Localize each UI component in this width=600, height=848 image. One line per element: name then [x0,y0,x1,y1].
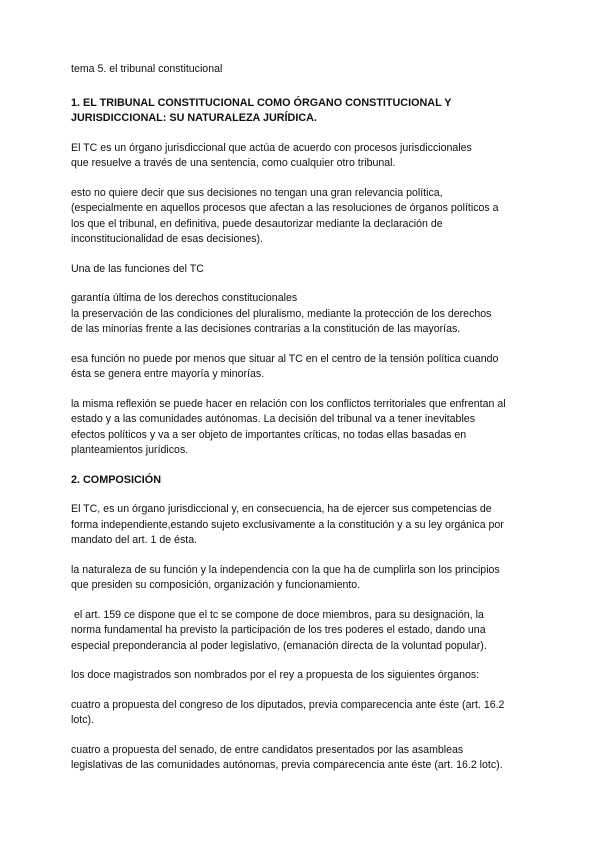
section-1-paragraph-1: El TC es un órgano jurisdiccional que actúa de acuerdo con procesos jurisdiccionales que resuelve a través de una sentencia, como cualquier otro tribunal. [71,141,472,169]
section-1-paragraph-4: garantía última de los derechos constitucionales la preservación de las condiciones del pluralismo, mediante la protección de los derechos de las minorías frente a las decisiones contrarias a la constitución de las mayorías. [71,292,492,335]
document-title: tema 5. el tribunal constitucional [71,63,223,75]
section-1-paragraph-6: la misma reflexión se puede hacer en relación con los conflictos territoriales que enfrentan al estado y a las comunidades autónomas. La decisión del tribunal va a tener inevitables efectos políticos y va a ser objeto de importantes críticas, no todas ellas basadas en planteamientos jurídicos. [71,397,506,456]
section-1-paragraph-3: Una de las funciones del TC [71,262,204,275]
section-2-paragraph-1: El TC, es un órgano jurisdiccional y, en consecuencia, ha de ejercer sus competencias de forma independiente,estando sujeto exclusivamente a la constitución y a su ley orgánica por mandato del art. 1 de ésta. [71,503,504,546]
section-2-paragraph-5: cuatro a propuesta del congreso de los diputados, previa comparecencia ante éste (art. 16.2 lotc). [71,698,505,726]
section-2-heading: 2. COMPOSICIÓN [71,473,161,486]
document-page [71,62,541,774]
section-1-heading: 1. EL TRIBUNAL CONSTITUCIONAL COMO ÓRGANO CONSTITUCIONAL Y JURISDICCIONAL: SU NATURALEZA JURÍDICA. [71,96,452,124]
section-2 [71,473,541,774]
section-1-paragraph-2: esto no quiere decir que sus decisiones no tengan una gran relevancia política, (especialmente en aquellos procesos que afectan a las resoluciones de órganos políticos a los que el tribunal, en definitiva, puede desautorizar mediante la declaración de inconstitucionalidad de esas decisiones). [71,186,499,245]
section-1 [71,96,541,459]
section-2-paragraph-3: el art. 159 ce dispone que el tc se compone de doce miembros, para su designación, la norma fundamental ha previsto la participación de los tres poderes el estado, dando una especial preponderancia al poder legislativo, (emanación directa de la voluntad popular). [71,608,487,652]
section-2-paragraph-4: los doce magistrados son nombrados por el rey a propuesta de los siguientes órganos: [71,669,480,681]
section-1-paragraph-5: esa función no puede por menos que situar al TC en el centro de la tensión política cuando ésta se genera entre mayoría y minorías. [71,352,499,380]
section-2-paragraph-2: la naturaleza de su función y la independencia con la que ha de cumplirla son los principios que presiden su composición, organización y funcionamiento. [71,563,500,591]
section-2-paragraph-6: cuatro a propuesta del senado, de entre candidatos presentados por las asambleas legislativas de las comunidades autónomas, previa comparecencia ante éste (art. 16.2 lotc). [71,743,503,771]
